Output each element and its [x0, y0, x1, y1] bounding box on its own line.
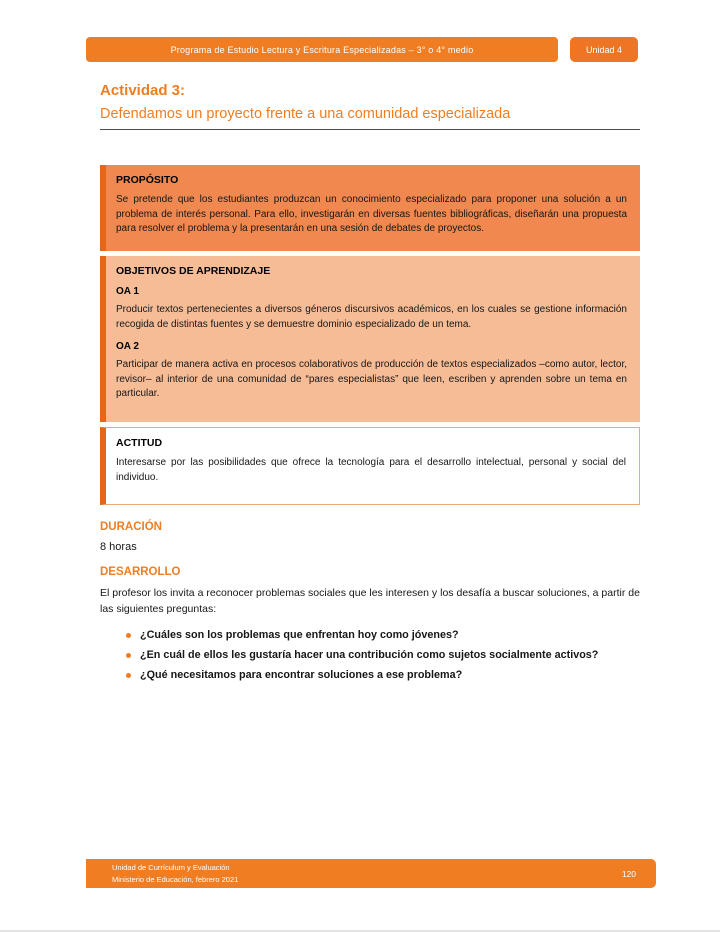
footer-org-line: Unidad de Currículum y Evaluación	[112, 862, 230, 872]
footer-date-line: Ministerio de Educación, febrero 2021	[112, 874, 239, 884]
oa2-body: Participar de manera activa en procesos colaborativos de producción de textos especializados –como autor, lector, revisor– al interior de una comunidad de “pares especialistas” que leen, escriben y aprenden sobre un tema en particular.	[116, 359, 627, 399]
program-title: Programa de Estudio Lectura y Escritura Especializadas – 3° o 4° medio	[170, 44, 474, 55]
page-number: 120	[621, 868, 636, 879]
footer-bar	[86, 859, 656, 888]
oa1-label: OA 1	[116, 286, 139, 297]
desarrollo-section	[100, 566, 640, 689]
list-item	[100, 629, 640, 641]
desarrollo-intro: El profesor los invita a reconocer problemas sociales que les interesen y los desafía a buscar soluciones, a partir de las siguientes preguntas:	[100, 587, 640, 615]
proposito-card	[100, 165, 640, 251]
oa2-label: OA 2	[116, 341, 139, 352]
objetivos-heading: OBJETIVOS DE APRENDIZAJE	[116, 265, 271, 277]
question-list	[100, 629, 640, 681]
bullet-icon	[126, 673, 131, 678]
bullet-icon	[126, 633, 131, 638]
unit-badge	[570, 37, 638, 62]
duracion-heading: DURACIÓN	[100, 521, 162, 533]
objetivos-card	[100, 256, 640, 422]
activity-title: Actividad 3:	[100, 82, 186, 99]
question-text: ¿Cuáles son los problemas que enfrentan hoy como jóvenes?	[140, 628, 459, 641]
oa1-body: Producir textos pertenecientes a diversos géneros discursivos académicos, en los cuales se gestione información recogida de distintas fuentes y se demuestre dominio especializado de un tema.	[116, 304, 627, 330]
unit-badge-label: Unidad 4	[585, 44, 623, 55]
list-item	[100, 669, 640, 681]
list-item	[100, 649, 640, 661]
actitud-card	[100, 427, 640, 505]
actitud-heading: ACTITUD	[116, 437, 163, 449]
activity-subtitle: Defendamos un proyecto frente a una comunidad especializada	[100, 106, 511, 122]
question-text: ¿En cuál de ellos les gustaría hacer una contribución como sujetos socialmente activos?	[140, 648, 599, 661]
header-bar	[86, 37, 558, 62]
desarrollo-heading: DESARROLLO	[100, 566, 181, 578]
duracion-section	[100, 521, 640, 553]
footer-text	[112, 862, 238, 886]
title-divider	[100, 129, 640, 130]
actitud-body: Interesarse por las posibilidades que ofrece la tecnología para el desarrollo intelectual, personal y social del individuo.	[116, 457, 626, 483]
question-text: ¿Qué necesitamos para encontrar soluciones a ese problema?	[140, 668, 463, 681]
proposito-heading: PROPÓSITO	[116, 174, 179, 186]
duracion-value: 8 horas	[100, 541, 137, 553]
proposito-body: Se pretende que los estudiantes produzcan un conocimiento especializado para proponer una solución a un problema de interés personal. Para ello, investigarán en diversas fuentes bibliográficas, diseñarán una propuesta para resolver el problema y la presentarán en una sesión de debates de proyectos.	[116, 194, 627, 234]
title-block	[100, 82, 640, 122]
bullet-icon	[126, 653, 131, 658]
